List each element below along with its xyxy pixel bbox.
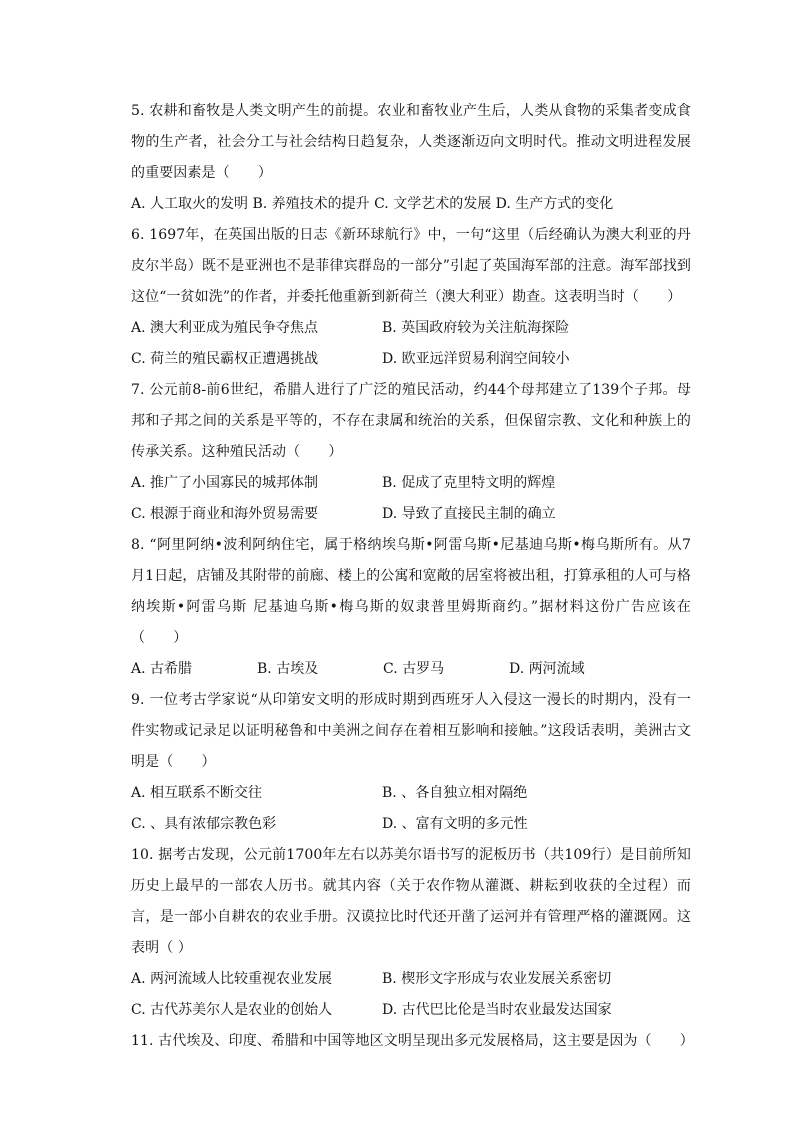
answer-options-row bbox=[131, 654, 691, 685]
option-c: C. 古罗马 bbox=[383, 661, 445, 677]
answer-options-row bbox=[131, 313, 691, 344]
answer-options-row bbox=[131, 995, 691, 1026]
question-11 bbox=[131, 1026, 694, 1057]
answer-options-row bbox=[131, 809, 691, 840]
option-d: D. 导致了直接民主制的确立 bbox=[382, 506, 556, 522]
option-a: A. 澳大利亚成为殖民争夺焦点 bbox=[131, 320, 319, 336]
answer-options-row bbox=[131, 964, 691, 995]
option-c: C. 古代苏美尔人是农业的创始人 bbox=[131, 1002, 333, 1018]
option-d: D. 古代巴比伦是当时农业最发达国家 bbox=[382, 1002, 612, 1018]
question-stem: 11. 古代埃及、印度、希腊和中国等地区文明呈现出多元发展格局，这主要是因为（ ） bbox=[131, 1033, 694, 1049]
question-9 bbox=[131, 685, 691, 840]
question-stem: 6. 1697年，在英国出版的日志《新环球航行》中，一句“这里（后经确认为澳大利亚的丹皮尔半岛）既不是亚洲也不是菲律宾群岛的一部分”引起了英国海军部的注意。海军部找到这位“一贫如洗”的作者，并委托他重新到新荷兰（澳大利亚）勘查。这表明当时（ ） bbox=[131, 227, 691, 305]
option-d: D. 、富有文明的多元性 bbox=[382, 816, 528, 832]
option-d: D. 两河流域 bbox=[509, 661, 585, 677]
question-stem: 9. 一位考古学家说“从印第安文明的形成时期到西班牙人入侵这一漫长的时期内，没有一件实物或记录足以证明秘鲁和中美洲之间存在着相互影响和接触。”这段话表明，美洲古文明是（ ） bbox=[131, 692, 691, 770]
option-a: A. 两河流域人比较重视农业发展 bbox=[131, 971, 333, 987]
option-a: A. 相互联系不断交往 bbox=[131, 785, 263, 801]
answer-options: A. 人工取火的发明 B. 养殖技术的提升 C. 文学艺术的发展 D. 生产方式的变化 bbox=[131, 196, 614, 212]
question-stem: 7. 公元前8-前6世纪，希腊人进行了广泛的殖民活动，约44个母邦建立了139个子邦。母邦和子邦之间的关系是平等的，不存在隶属和统治的关系，但保留宗教、文化和种族上的传承关系。这种殖民活动（ ） bbox=[131, 382, 691, 460]
option-b: B. 、各自独立相对隔绝 bbox=[382, 785, 528, 801]
question-10 bbox=[131, 840, 691, 1026]
question-stem: 5. 农耕和畜牧是人类文明产生的前提。农业和畜牧业产生后，人类从食物的采集者变成食物的生产者，社会分工与社会结构日趋复杂，人类逐渐迈向文明时代。推动文明进程发展的重要因素是（ ） bbox=[131, 103, 691, 181]
option-a: A. 推广了小国寡民的城邦体制 bbox=[131, 475, 319, 491]
answer-options-row bbox=[131, 499, 691, 530]
option-b: B. 英国政府较为关注航海探险 bbox=[382, 320, 570, 336]
exam-page bbox=[131, 96, 694, 1057]
option-c: C. 荷兰的殖民霸权正遭遇挑战 bbox=[131, 351, 319, 367]
option-b: B. 古埃及 bbox=[257, 661, 319, 677]
option-b: B. 促成了克里特文明的辉煌 bbox=[382, 475, 556, 491]
option-c: C. 、具有浓郁宗教色彩 bbox=[131, 816, 277, 832]
question-6 bbox=[131, 220, 691, 375]
question-7 bbox=[131, 375, 691, 530]
answer-options-row bbox=[131, 344, 691, 375]
question-stem: 10. 据考古发现，公元前1700年左右以苏美尔语书写的泥板历书（共109行）是目前所知历史上最早的一部农人历书。就其内容（关于农作物从灌溉、耕耘到收获的全过程）而言，是一部小自耕农的农业手册。汉谟拉比时代还开凿了运河并有管理严格的灌溉网。这表明（ ） bbox=[131, 847, 691, 956]
option-b: B. 楔形文字形成与农业发展关系密切 bbox=[382, 971, 612, 987]
question-5 bbox=[131, 96, 691, 220]
option-a: A. 古希腊 bbox=[131, 661, 193, 677]
option-d: D. 欧亚远洋贸易利润空间较小 bbox=[382, 351, 570, 367]
answer-options-row bbox=[131, 468, 691, 499]
question-8 bbox=[131, 530, 691, 685]
answer-options-row bbox=[131, 778, 691, 809]
option-c: C. 根源于商业和海外贸易需要 bbox=[131, 506, 319, 522]
question-stem: 8. “阿里阿纳•波利阿纳住宅，属于格纳埃乌斯•阿雷乌斯•尼基迪乌斯•梅乌斯所有。从7月1日起，店铺及其附带的前廊、楼上的公寓和宽敞的居室将被出租，打算承租的人可与格纳埃斯•阿雷乌斯 尼基迪乌斯•梅乌斯的奴隶普里姆斯商约。”据材料这份广告应该在（ ） bbox=[131, 537, 691, 646]
